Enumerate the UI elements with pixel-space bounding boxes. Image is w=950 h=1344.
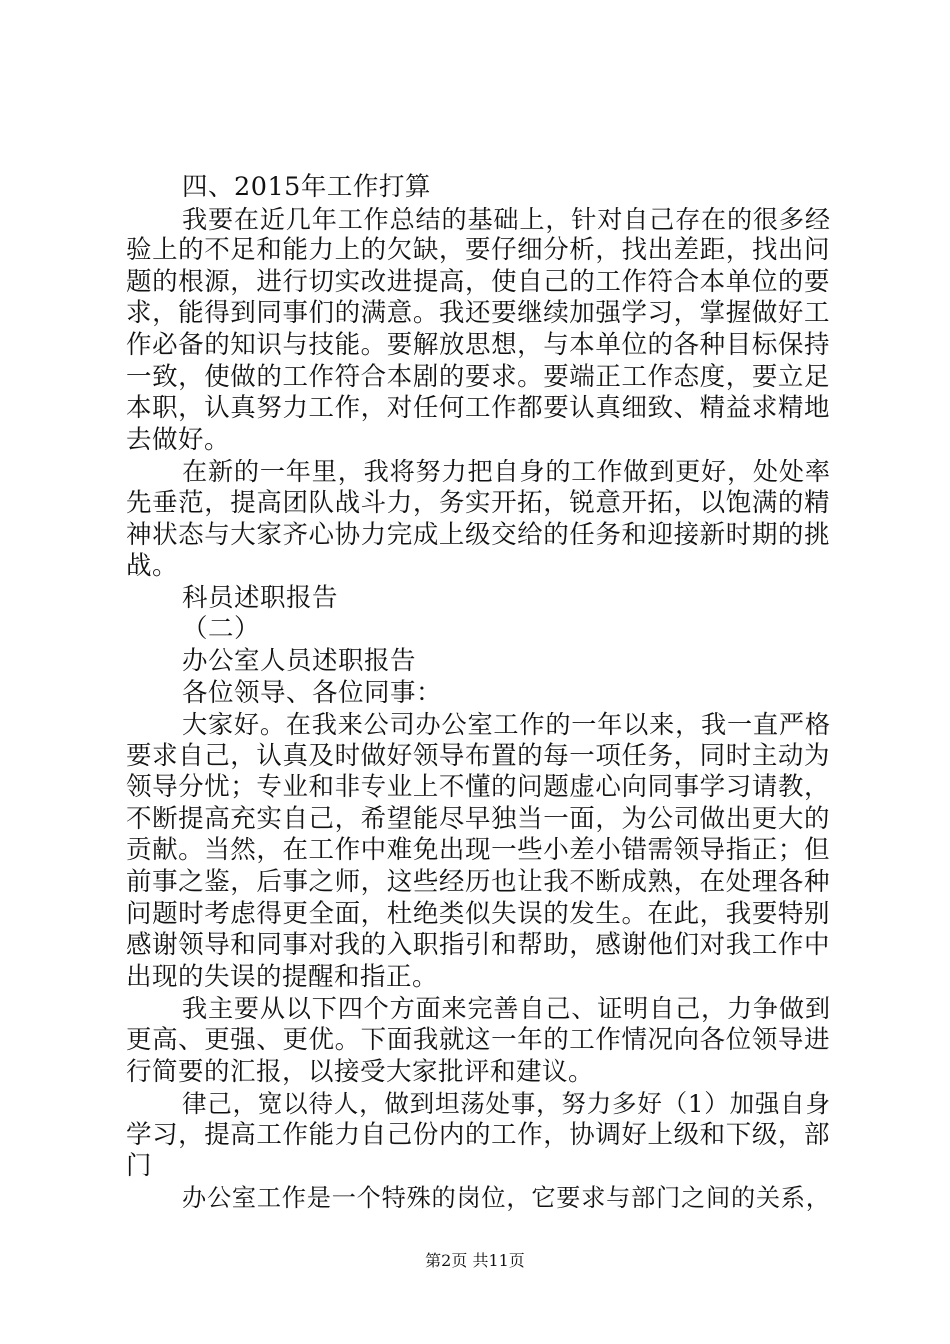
- text-line: 求，能得到同事们的满意。我还要继续加强学习，掌握做好工: [126, 298, 830, 329]
- page-footer: 第2页 共11页: [425, 1251, 525, 1270]
- text-line: 验上的不足和能力上的欠缺，要仔细分析，找出差距，找出问: [126, 235, 830, 266]
- text-line: 不断提高充实自己，希望能尽早独当一面，为公司做出更大的: [126, 803, 830, 834]
- text-line: 行简要的汇报，以接受大家批评和建议。: [126, 1056, 595, 1087]
- text-line: 律己，宽以待人，做到坦荡处事，努力多好（1）加强自身: [182, 1089, 830, 1119]
- text-line: 领导分忧；专业和非专业上不懂的问题虚心向同事学习请教，: [126, 772, 830, 803]
- text-line: 在新的一年里，我将努力把自身的工作做到更好，处处率: [182, 457, 830, 487]
- text-line: 感谢领导和同事对我的入职指引和帮助，感谢他们对我工作中: [126, 930, 830, 961]
- text-line: 要求自己，认真及时做好领导布置的每一项任务，同时主动为: [126, 740, 830, 771]
- text-line: 更高、更强、更优。下面我就这一年的工作情况向各位领导进: [126, 1025, 830, 1056]
- text-line: 前事之鉴，后事之师，这些经历也让我不断成熟，在处理各种: [126, 867, 830, 898]
- text-line: 四、2015年工作打算: [182, 172, 431, 202]
- text-line: 各位领导、各位同事：: [182, 677, 443, 708]
- document-body: [126, 172, 830, 1215]
- text-line: 一致，使做的工作符合本剧的要求。要端正工作态度，要立足: [126, 361, 830, 392]
- text-line: 出现的失误的提醒和指正。: [126, 961, 439, 992]
- text-line: 先垂范，提高团队战斗力，务实开拓，锐意开拓，以饱满的精: [126, 487, 830, 518]
- text-line: 神状态与大家齐心协力完成上级交给的任务和迎接新时期的挑: [126, 519, 830, 550]
- text-line: 科员述职报告: [182, 582, 339, 613]
- text-line: 贡献。当然，在工作中难免出现一些小差小错需领导指正；但: [126, 835, 830, 866]
- text-line: 办公室人员述职报告: [182, 645, 417, 676]
- text-line: 办公室工作是一个特殊的岗位，它要求与部门之间的关系，: [182, 1184, 830, 1212]
- text-line: 题的根源，进行切实改进提高，使自己的工作符合本单位的要: [126, 266, 830, 297]
- text-line: 我要在近几年工作总结的基础上，针对自己存在的很多经: [182, 204, 830, 234]
- text-line: 门: [126, 1151, 153, 1182]
- text-line: 本职，认真努力工作，对任何工作都要认真细致、精益求精地: [126, 393, 830, 424]
- text-line: 去做好。: [126, 424, 231, 455]
- text-line: 我主要从以下四个方面来完善自己、证明自己，力争做到: [182, 994, 830, 1024]
- text-line: 问题时考虑得更全面，杜绝类似失误的发生。在此，我要特别: [126, 898, 830, 929]
- text-line: 作必备的知识与技能。要解放思想，与本单位的各种目标保持: [126, 329, 830, 360]
- text-line: 战。: [126, 551, 179, 582]
- text-line: 大家好。在我来公司办公室工作的一年以来，我一直严格: [182, 710, 830, 740]
- text-line: （二）: [182, 614, 261, 645]
- text-line: 学习，提高工作能力自己份内的工作，协调好上级和下级，部: [126, 1119, 830, 1150]
